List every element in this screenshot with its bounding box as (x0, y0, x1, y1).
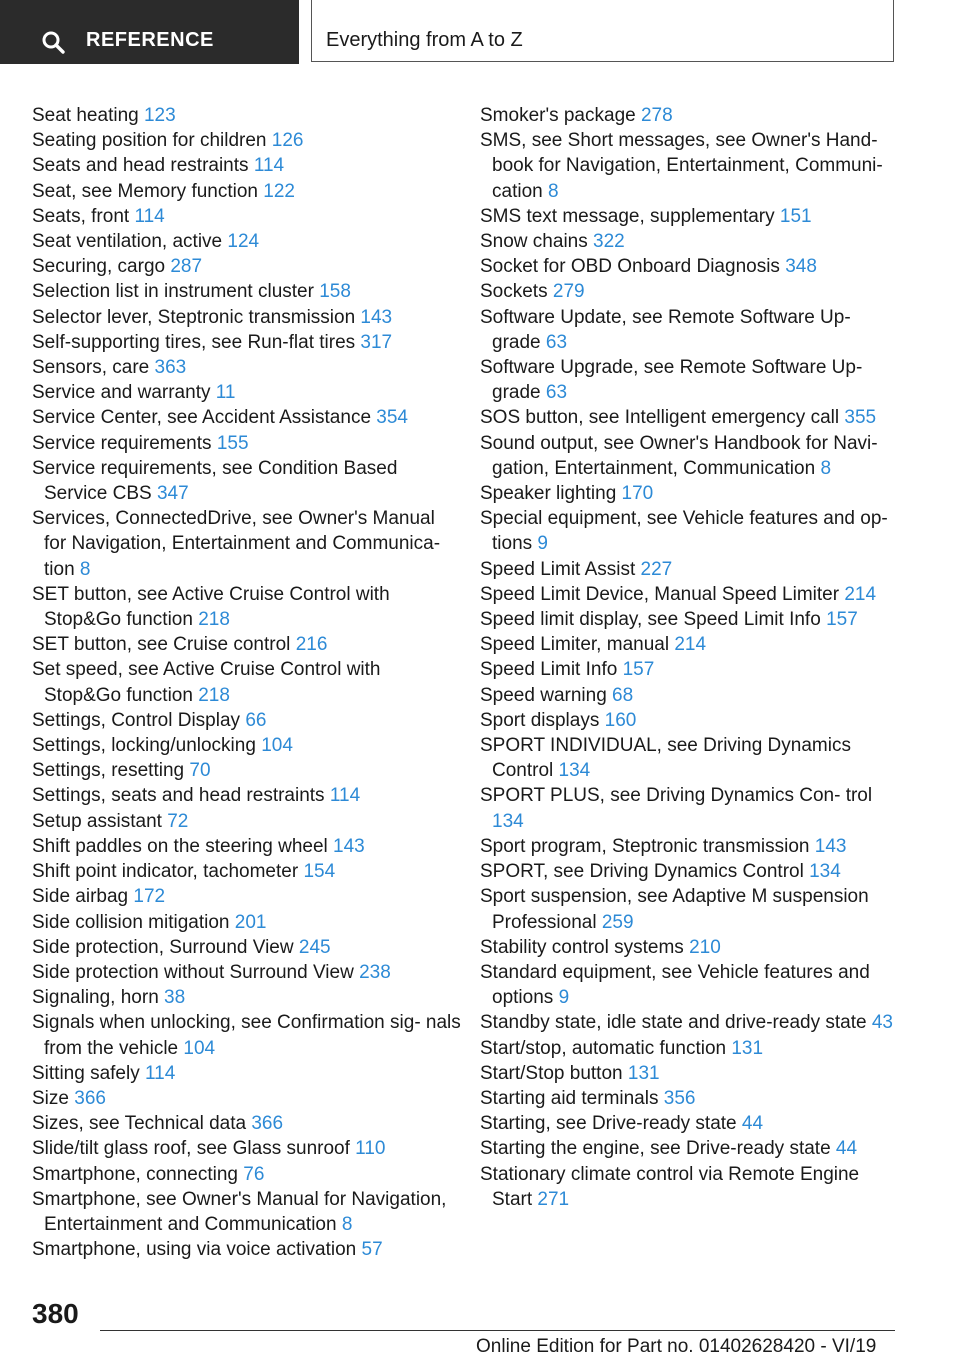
page-reference-link[interactable]: 227 (640, 558, 673, 580)
page-reference-link[interactable]: 72 (167, 810, 189, 832)
index-entry (32, 506, 462, 582)
index-entry (32, 657, 462, 707)
page-reference-link[interactable]: 287 (170, 256, 203, 278)
index-entry (480, 834, 900, 859)
index-entry-text: Snow chains (480, 231, 588, 253)
page-reference-link[interactable]: 104 (261, 735, 293, 757)
index-entry (32, 985, 462, 1010)
index-entry-text: Securing, cargo (32, 256, 166, 278)
index-entry (480, 103, 900, 128)
index-entry (32, 229, 462, 254)
index-entry (480, 1136, 900, 1161)
index-entry (480, 657, 900, 682)
page-number: 380 (32, 1298, 79, 1329)
index-entry-text: Service requirements (32, 432, 212, 454)
page-reference-link[interactable]: 131 (731, 1037, 764, 1059)
index-entry-text: Selector lever, Steptronic transmission (32, 306, 356, 328)
index-entry-text: Side collision mitigation (32, 911, 230, 933)
index-entry-text: Smoker's package (480, 105, 636, 126)
index-entry-text: Shift point indicator, tachometer (32, 861, 299, 883)
page-reference-link[interactable]: 8 (79, 558, 91, 580)
index-entry-text: Smartphone, connecting (32, 1163, 238, 1185)
index-entry-text: Settings, locking/unlocking (32, 735, 256, 757)
page-reference-link[interactable]: 278 (640, 105, 673, 126)
index-entry-text: Selection list in instrument cluster (32, 281, 314, 303)
index-entry (32, 254, 462, 279)
index-entry-text: Sport suspension, see Adaptive M suspension Professional (480, 886, 869, 933)
index-entry-text: SET button, see Active Cruise Control with Stop&Go function (32, 583, 390, 631)
index-entry-text: Seats and head restraints (32, 155, 249, 177)
page-reference-link[interactable]: 9 (558, 987, 570, 1009)
index-entry-text: Setup assistant (32, 810, 162, 832)
page-reference-link[interactable]: 123 (143, 105, 176, 126)
page-reference-link[interactable]: 155 (216, 432, 249, 454)
edition-info: Online Edition for Part no. 01402628420 - VI/19 (476, 1336, 877, 1357)
index-entry (32, 204, 462, 229)
index-entry (32, 859, 462, 884)
page-reference-link[interactable]: 114 (145, 1062, 176, 1084)
index-entry-text: Seat, see Memory function (32, 180, 258, 202)
index-entry-text: Start/Stop button (480, 1062, 623, 1084)
index-entry-text: Self-supporting tires, see Run-flat tires (32, 331, 356, 353)
index-entry-text: SMS text message, supplementary (480, 205, 775, 227)
index-entry-text: SPORT, see Driving Dynamics Control (480, 861, 804, 883)
page-reference-link[interactable]: 114 (329, 785, 361, 807)
page-reference-link[interactable]: 157 (826, 609, 858, 631)
index-column-left (32, 103, 462, 1262)
page-reference-link[interactable]: 8 (547, 180, 559, 202)
page-reference-link[interactable]: 348 (785, 256, 817, 278)
index-entry-text: Speed limit display, see Speed Limit Info (480, 609, 821, 631)
page-reference-link[interactable]: 160 (604, 709, 637, 731)
page-reference-link[interactable]: 366 (251, 1113, 284, 1135)
index-entry-text: Software Upgrade, see Remote Software Up- grade (480, 357, 863, 404)
page-reference-link[interactable]: 245 (298, 936, 331, 958)
index-entry-text: SPORT PLUS, see Driving Dynamics Con- trol (480, 785, 873, 807)
page-reference-link[interactable]: 124 (227, 231, 260, 253)
page-reference-link[interactable]: 214 (844, 583, 877, 605)
index-entry (480, 305, 900, 355)
index-entry (480, 884, 900, 934)
page-reference-link[interactable]: 170 (621, 483, 654, 505)
page-reference-link[interactable]: 210 (689, 936, 721, 958)
index-entry (480, 783, 900, 833)
index-entry (480, 1010, 900, 1035)
index-entry-text: Special equipment, see Vehicle features and op- tions (480, 508, 888, 555)
index-entry-text: Sport displays (480, 709, 600, 731)
index-entry (480, 632, 900, 657)
index-entry-text: Service and warranty (32, 382, 211, 404)
index-entry-text: Socket for OBD Onboard Diagnosis (480, 256, 780, 278)
page-reference-link[interactable]: 366 (74, 1087, 106, 1109)
index-entry-text: Sitting safely (32, 1062, 140, 1084)
index-entry-text: Smartphone, using via voice activation (32, 1239, 357, 1261)
page-reference-link[interactable]: 63 (545, 331, 568, 353)
index-entry-text: Shift paddles on the steering wheel (32, 835, 328, 857)
index-entry (32, 582, 462, 632)
page-reference-link[interactable]: 214 (674, 634, 707, 656)
index-entry-text: Slide/tilt glass roof, see Glass sunroof (32, 1138, 350, 1160)
index-entry (32, 405, 462, 430)
index-entry-text: Starting, see Drive-ready state (480, 1113, 737, 1135)
page-reference-link[interactable]: 70 (189, 760, 211, 782)
index-entry (480, 733, 900, 783)
index-column-right (480, 103, 900, 1212)
page-reference-link[interactable]: 9 (537, 533, 548, 555)
index-entry-text: Speed Limit Device, Manual Speed Limiter (480, 583, 840, 605)
index-entry-text: Sockets (480, 281, 548, 303)
page-reference-link[interactable]: 363 (154, 357, 187, 379)
index-entry (32, 733, 462, 758)
index-entry (32, 708, 462, 733)
index-entry-text: Stability control systems (480, 936, 684, 958)
index-entry-text: Seat heating (32, 105, 139, 126)
index-entry-text: Side protection, Surround View (32, 936, 294, 958)
page-reference-link[interactable]: 143 (360, 306, 393, 328)
page-header (0, 0, 960, 66)
index-entry (480, 431, 900, 481)
page-reference-link[interactable]: 66 (245, 709, 267, 731)
index-entry-text: Speed warning (480, 684, 607, 706)
index-entry-text: Standby state, idle state and drive-ready state (480, 1012, 867, 1034)
index-entry (32, 1187, 462, 1237)
index-entry-text: Speed Limiter, manual (480, 634, 670, 656)
index-entry (32, 431, 462, 456)
section-tab-label: REFERENCE (86, 29, 214, 51)
index-entry (480, 1061, 900, 1086)
page-reference-link[interactable]: 11 (215, 382, 236, 404)
index-entry-text: Signaling, horn (32, 987, 159, 1009)
page-reference-link[interactable]: 143 (814, 835, 847, 857)
page-reference-link[interactable]: 44 (835, 1138, 858, 1160)
page-reference-link[interactable]: 216 (295, 634, 328, 656)
index-entry-text: Smartphone, see Owner's Manual for Navigation, Entertainment and Communication (32, 1188, 447, 1235)
search-icon (42, 31, 66, 60)
page-reference-link[interactable]: 63 (545, 382, 568, 404)
index-entry-text: Seat ventilation, active (32, 231, 223, 253)
page-reference-link[interactable]: 347 (156, 483, 189, 505)
page-reference-link[interactable]: 151 (779, 205, 812, 227)
page-reference-link[interactable]: 126 (271, 130, 304, 152)
index-entry (32, 153, 462, 178)
index-entry-text: Seating position for children (32, 130, 267, 152)
index-entry (32, 1086, 462, 1111)
page-reference-link[interactable]: 218 (198, 609, 230, 631)
index-entry (32, 809, 462, 834)
page-reference-link[interactable]: 271 (537, 1188, 570, 1210)
index-entry-text: Sport program, Steptronic transmission (480, 835, 810, 857)
index-entry (32, 960, 462, 985)
index-entry-text: Settings, resetting (32, 760, 185, 782)
index-entry-text: Stationary climate control via Remote Engine Start (480, 1163, 860, 1210)
page-reference-link[interactable]: 157 (622, 659, 655, 681)
index-entry-text: Set speed, see Active Cruise Control with Stop&Go function (32, 659, 381, 706)
index-entry-text: Speaker lighting (480, 483, 617, 505)
page-reference-link[interactable]: 134 (492, 810, 524, 832)
index-entry (32, 1010, 462, 1060)
index-entry (480, 582, 900, 607)
index-entry-text: Standard equipment, see Vehicle features and options (480, 961, 870, 1009)
page-reference-link[interactable]: 143 (333, 835, 365, 857)
page-reference-link[interactable]: 317 (360, 331, 393, 353)
index-entry (32, 380, 462, 405)
index-entry-text: Seats, front (32, 205, 130, 227)
chapter-title-box (311, 0, 894, 62)
page-reference-link[interactable]: 8 (820, 457, 832, 479)
index-entry-text: Speed Limit Info (480, 659, 618, 681)
index-entry (32, 1136, 462, 1161)
index-entry (32, 632, 462, 657)
page-reference-link[interactable]: 38 (164, 987, 186, 1009)
index-entry (480, 279, 900, 304)
index-entry-text: Size (32, 1087, 69, 1109)
index-entry (480, 708, 900, 733)
index-entry (32, 834, 462, 859)
index-entry-text: Settings, seats and head restraints (32, 785, 325, 807)
page-reference-link[interactable]: 172 (133, 886, 166, 908)
index-entry (480, 859, 900, 884)
page-reference-link[interactable]: 131 (627, 1062, 660, 1084)
index-entry (32, 103, 462, 128)
page-reference-link[interactable]: 76 (243, 1163, 265, 1185)
index-entry (32, 1111, 462, 1136)
index-entry (32, 330, 462, 355)
index-entry-text: Side airbag (32, 886, 129, 908)
index-entry (480, 1036, 900, 1061)
index-entry (32, 179, 462, 204)
index-entry (480, 506, 900, 556)
index-entry (480, 229, 900, 254)
index-entry-text: Services, ConnectedDrive, see Owner's Manual for Navigation, Entertainment and Communica- tion (32, 508, 441, 580)
index-entry (32, 279, 462, 304)
index-entry (32, 128, 462, 153)
footer-divider (100, 1330, 895, 1331)
index-entry-text: SPORT INDIVIDUAL, see Driving Dynamics Control (480, 735, 851, 782)
index-entry (32, 935, 462, 960)
page-reference-link[interactable]: 218 (198, 684, 230, 706)
index-entry-text: Settings, Control Display (32, 709, 241, 731)
page-reference-link[interactable]: 201 (234, 911, 267, 933)
page-reference-link[interactable]: 104 (183, 1037, 216, 1059)
index-entry (32, 305, 462, 330)
page-reference-link[interactable]: 279 (552, 281, 585, 303)
page-reference-link[interactable]: 8 (341, 1213, 353, 1235)
page-reference-link[interactable]: 355 (844, 407, 877, 429)
page-reference-link[interactable]: 259 (601, 911, 634, 933)
index-entry (480, 960, 900, 1010)
page-reference-link[interactable]: 354 (376, 407, 408, 429)
index-entry-text: Side protection without Surround View (32, 961, 354, 983)
index-entry (480, 1086, 900, 1111)
index-entry (32, 884, 462, 909)
index-entry (480, 935, 900, 960)
index-entry (480, 128, 900, 204)
index-entry (480, 683, 900, 708)
index-entry-text: SMS, see Short messages, see Owner's Hand- book for Navigation, Entertainment, Communi- cation (480, 130, 883, 202)
page-reference-link[interactable]: 356 (663, 1087, 696, 1109)
index-entry-text: Signals when unlocking, see Confirmation sig- nals from the vehicle (32, 1012, 461, 1059)
page-reference-link[interactable]: 134 (809, 861, 841, 883)
index-entry (480, 254, 900, 279)
index-entry-text: Service Center, see Accident Assistance (32, 407, 372, 429)
index-entry (32, 456, 462, 506)
index-entry (32, 758, 462, 783)
page-reference-link[interactable]: 122 (263, 180, 295, 202)
index-entry-text: SOS button, see Intelligent emergency call (480, 407, 840, 429)
index-entry (480, 557, 900, 582)
page-reference-link[interactable]: 154 (303, 861, 336, 883)
index-entry (32, 1237, 462, 1262)
page-reference-link[interactable]: 43 (871, 1012, 893, 1034)
page-reference-link[interactable]: 134 (558, 760, 591, 782)
page-reference-link[interactable]: 322 (593, 231, 625, 253)
index-entry-text: Starting aid terminals (480, 1087, 659, 1109)
page-reference-link[interactable]: 44 (741, 1113, 764, 1135)
page-reference-link[interactable]: 158 (319, 281, 351, 303)
index-entry (480, 1162, 900, 1212)
index-entry (480, 355, 900, 405)
index-entry (32, 910, 462, 935)
index-entry-text: Sound output, see Owner's Handbook for Navi- gation, Entertainment, Communication (480, 432, 878, 479)
index-entry (32, 783, 462, 808)
index-entry-text: Sensors, care (32, 357, 150, 379)
index-entry (480, 607, 900, 632)
index-entry (480, 405, 900, 430)
page-reference-link[interactable]: 238 (359, 961, 391, 983)
index-entry-text: Software Update, see Remote Software Up- grade (480, 306, 851, 353)
index-entry (480, 481, 900, 506)
index-entry (32, 1061, 462, 1086)
index-entry (480, 1111, 900, 1136)
index-entry-text: Sizes, see Technical data (32, 1113, 247, 1135)
section-tab[interactable] (0, 0, 299, 64)
index-entry (480, 204, 900, 229)
index-entry-text: Service requirements, see Condition Based Service CBS (32, 457, 398, 505)
index-entry-text: Speed Limit Assist (480, 558, 636, 580)
index-entry (32, 355, 462, 380)
index-entry-text: SET button, see Cruise control (32, 634, 291, 656)
page-reference-link[interactable]: 57 (361, 1239, 383, 1261)
index-entry (32, 1162, 462, 1187)
page-reference-link[interactable]: 114 (134, 205, 165, 227)
page-reference-link[interactable]: 68 (612, 684, 634, 706)
index-entry-text: Start/stop, automatic function (480, 1037, 727, 1059)
chapter-title: Everything from A to Z (326, 29, 523, 51)
page-reference-link[interactable]: 110 (355, 1138, 386, 1160)
page-reference-link[interactable]: 114 (253, 155, 285, 177)
index-entry-text: Starting the engine, see Drive-ready state (480, 1138, 831, 1160)
